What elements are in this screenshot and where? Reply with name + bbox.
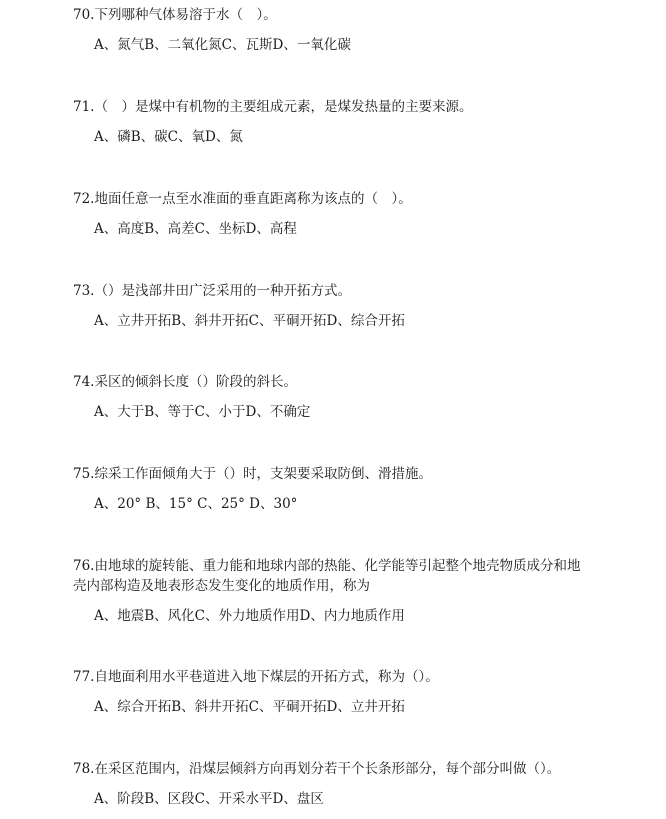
question-75 bbox=[73, 464, 593, 512]
question-text: 71.（ ）是煤中有机物的主要组成元素，是煤发热量的主要来源。 bbox=[73, 99, 473, 115]
question-78 bbox=[73, 759, 593, 807]
question-options: A、立井开拓B、斜井开拓C、平硐开拓D、综合开拓 bbox=[94, 313, 405, 329]
question-options: A、阶段B、区段C、开采水平D、盘区 bbox=[94, 791, 324, 807]
question-71 bbox=[73, 97, 593, 145]
question-73 bbox=[73, 281, 593, 329]
question-text: 77.自地面利用水平巷道进入地下煤层的开拓方式，称为（）。 bbox=[73, 669, 439, 685]
question-74 bbox=[73, 372, 593, 420]
question-76 bbox=[73, 556, 593, 624]
question-text: 78.在采区范围内，沿煤层倾斜方向再划分若干个长条形部分，每个部分叫做（）。 bbox=[73, 761, 561, 777]
question-options: A、高度B、高差C、坐标D、高程 bbox=[94, 221, 297, 237]
question-77 bbox=[73, 667, 593, 715]
question-72 bbox=[73, 189, 593, 237]
question-70 bbox=[73, 5, 593, 53]
question-options: A、氮气B、二氧化氮C、瓦斯D、一氧化碳 bbox=[94, 37, 351, 53]
question-text: 73.（）是浅部井田广泛采用的一种开拓方式。 bbox=[73, 283, 351, 299]
question-text: 72.地面任意一点至水准面的垂直距离称为该点的（ ）。 bbox=[73, 191, 412, 207]
question-options: A、大于B、等于C、小于D、不确定 bbox=[94, 404, 311, 420]
question-options: A、地震B、风化C、外力地质作用D、内力地质作用 bbox=[94, 608, 405, 624]
question-text: 75.综采工作面倾角大于（）时，支架要采取防倒、滑措施。 bbox=[73, 466, 432, 482]
question-text: 74.采区的倾斜长度（）阶段的斜长。 bbox=[73, 374, 297, 390]
question-options: A、20° B、15° C、25° D、30° bbox=[94, 496, 298, 512]
question-options: A、综合开拓B、斜井开拓C、平硐开拓D、立井开拓 bbox=[94, 699, 405, 715]
question-text: 76.由地球的旋转能、重力能和地球内部的热能、化学能等引起整个地壳物质成分和地壳内部构造及地表形态发生变化的地质作用，称为 bbox=[73, 558, 581, 594]
question-text: 70.下列哪种气体易溶于水（ ）。 bbox=[73, 7, 277, 23]
question-options: A、磷B、碳C、氧D、氮 bbox=[94, 129, 243, 145]
